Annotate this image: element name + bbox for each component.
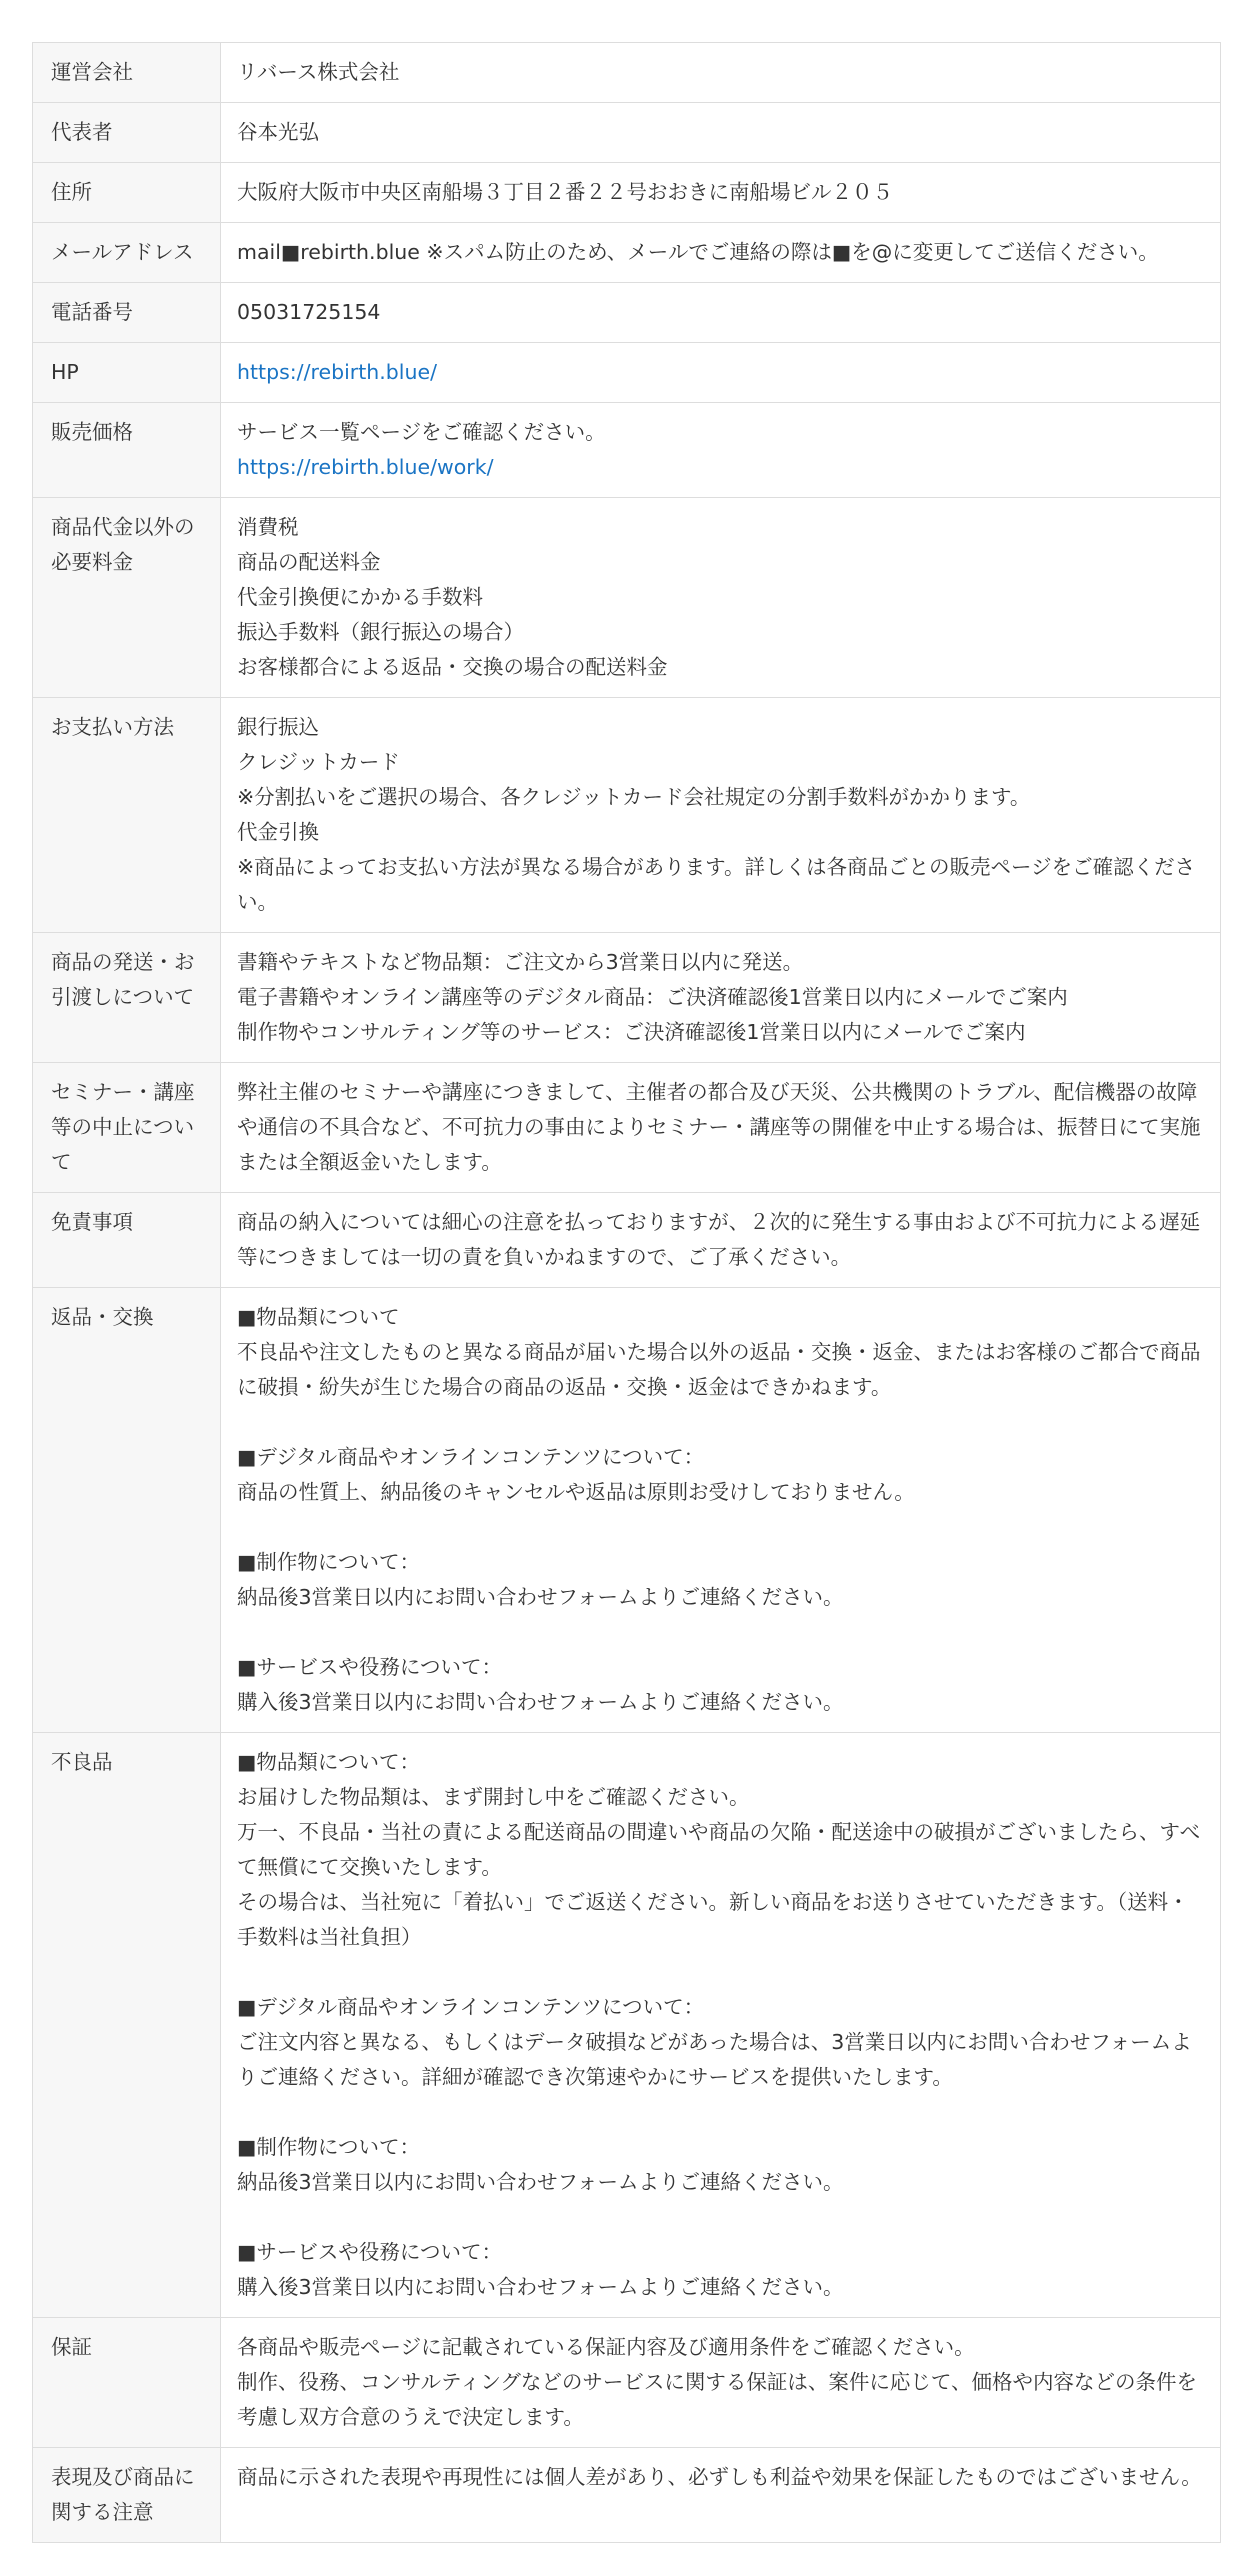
row-value-seminar-cancel	[221, 1063, 1221, 1193]
value-line: ■制作物について：	[237, 2135, 420, 2159]
table-row-hp	[33, 343, 1221, 403]
row-value-payment	[221, 698, 1221, 933]
value-line: ご注文内容と異なる、もしくはデータ破損などがあった場合は、3営業日以内にお問い合わせフォームよりご連絡ください。詳細が確認でき次第速やかにサービスを提供いたします。	[237, 2030, 1192, 2089]
value-line: リバース株式会社	[237, 60, 400, 84]
table-row-seminar-cancel	[33, 1063, 1221, 1193]
value-line: 谷本光弘	[237, 120, 319, 144]
value-line: 電子書籍やオンライン講座等のデジタル商品：ご決済確認後1営業日以内にメールでご案内	[237, 985, 1068, 1009]
table-row-payment	[33, 698, 1221, 933]
value-line: 納品後3営業日以内にお問い合わせフォームよりご連絡ください。	[237, 1585, 844, 1609]
table-row-address	[33, 163, 1221, 223]
row-value-hp	[221, 343, 1221, 403]
row-label-address: 住所	[33, 163, 221, 223]
row-label-hp: HP	[33, 343, 221, 403]
row-value-extra-fees	[221, 498, 1221, 698]
row-value-address	[221, 163, 1221, 223]
value-line: 商品に示された表現や再現性には個人差があり、必ずしも利益や効果を保証したものではございません。	[237, 2465, 1202, 2489]
value-line: 代金引換便にかかる手数料	[237, 585, 483, 609]
value-line: 制作物やコンサルティング等のサービス：ご決済確認後1営業日以内にメールでご案内	[237, 1020, 1026, 1044]
row-value-warranty	[221, 2318, 1221, 2448]
table-row-representative	[33, 103, 1221, 163]
value-line: ※分割払いをご選択の場合、各クレジットカード会社規定の分割手数料がかかります。	[237, 785, 1031, 809]
row-label-price: 販売価格	[33, 403, 221, 498]
row-value-phone	[221, 283, 1221, 343]
link-price[interactable]: https://rebirth.blue/work/	[237, 455, 494, 479]
blank-line	[237, 1955, 1204, 1990]
table-row-email	[33, 223, 1221, 283]
row-value-disclaimer	[221, 1193, 1221, 1288]
value-line: サービス一覧ページをご確認ください。	[237, 420, 606, 444]
value-line: 商品の性質上、納品後のキャンセルや返品は原則お受けしておりません。	[237, 1480, 915, 1504]
blank-line	[237, 2200, 1204, 2235]
link-hp[interactable]: https://rebirth.blue/	[237, 360, 437, 384]
blank-line	[237, 1510, 1204, 1545]
value-line: 消費税	[237, 515, 299, 539]
value-line: 代金引換	[237, 820, 319, 844]
table-row-warranty	[33, 2318, 1221, 2448]
value-line: ■物品類について	[237, 1305, 400, 1329]
value-line: 書籍やテキストなど物品類：ご注文から3営業日以内に発送。	[237, 950, 804, 974]
value-line: ■物品類について：	[237, 1750, 420, 1774]
value-line: ■サービスや役務について：	[237, 2240, 502, 2264]
value-line: ■サービスや役務について：	[237, 1655, 502, 1679]
value-line: 各商品や販売ページに記載されている保証内容及び適用条件をご確認ください。	[237, 2335, 975, 2359]
value-line: 弊社主催のセミナーや講座につきまして、主催者の都合及び天災、公共機関のトラブル、配信機器の故障や通信の不具合など、不可抗力の事由によりセミナー・講座等の開催を中止する場合は、振替日にて実施または全額返金いたします。	[237, 1080, 1201, 1174]
value-line: 制作、役務、コンサルティングなどのサービスに関する保証は、案件に応じて、価格や内容などの条件を考慮し双方合意のうえで決定します。	[237, 2370, 1198, 2429]
row-label-disclaimer: 免責事項	[33, 1193, 221, 1288]
row-value-defects	[221, 1733, 1221, 2318]
blank-line	[237, 1405, 1204, 1440]
row-label-payment: お支払い方法	[33, 698, 221, 933]
row-label-company: 運営会社	[33, 43, 221, 103]
table-row-extra-fees	[33, 498, 1221, 698]
value-line: 05031725154	[237, 300, 381, 324]
value-line: ■デジタル商品やオンラインコンテンツについて：	[237, 1995, 705, 2019]
value-line: お客様都合による返品・交換の場合の配送料金	[237, 655, 668, 679]
blank-line	[237, 2095, 1204, 2130]
row-value-company	[221, 43, 1221, 103]
commerce-law-table	[32, 42, 1221, 2543]
row-label-phone: 電話番号	[33, 283, 221, 343]
row-value-returns	[221, 1288, 1221, 1733]
row-label-email: メールアドレス	[33, 223, 221, 283]
table-row-price	[33, 403, 1221, 498]
table-row-delivery	[33, 933, 1221, 1063]
value-line: ※商品によってお支払い方法が異なる場合があります。詳しくは各商品ごとの販売ページをご確認ください。	[237, 855, 1196, 914]
table-row-expression-notes	[33, 2448, 1221, 2543]
value-line: お届けした物品類は、まず開封し中をご確認ください。	[237, 1785, 750, 1809]
row-label-seminar-cancel: セミナー・講座等の中止について	[33, 1063, 221, 1193]
value-line: ■制作物について：	[237, 1550, 420, 1574]
value-line: ■デジタル商品やオンラインコンテンツについて：	[237, 1445, 705, 1469]
row-label-delivery: 商品の発送・お引渡しについて	[33, 933, 221, 1063]
table-row-defects	[33, 1733, 1221, 2318]
value-line: 不良品や注文したものと異なる商品が届いた場合以外の返品・交換・返金、またはお客様のご都合で商品に破損・紛失が生じた場合の商品の返品・交換・返金はできかねます。	[237, 1340, 1201, 1399]
blank-line	[237, 1615, 1204, 1650]
row-label-extra-fees: 商品代金以外の必要料金	[33, 498, 221, 698]
table-row-disclaimer	[33, 1193, 1221, 1288]
value-line: 納品後3営業日以内にお問い合わせフォームよりご連絡ください。	[237, 2170, 844, 2194]
row-value-representative	[221, 103, 1221, 163]
row-value-price	[221, 403, 1221, 498]
value-line: 商品の配送料金	[237, 550, 381, 574]
row-label-warranty: 保証	[33, 2318, 221, 2448]
row-label-expression-notes: 表現及び商品に関する注意	[33, 2448, 221, 2543]
value-line: 購入後3営業日以内にお問い合わせフォームよりご連絡ください。	[237, 1690, 844, 1714]
table-row-company	[33, 43, 1221, 103]
table-body	[33, 43, 1221, 2543]
row-value-email	[221, 223, 1221, 283]
row-label-representative: 代表者	[33, 103, 221, 163]
row-value-expression-notes	[221, 2448, 1221, 2543]
value-line: 購入後3営業日以内にお問い合わせフォームよりご連絡ください。	[237, 2275, 844, 2299]
table-row-phone	[33, 283, 1221, 343]
value-line: 商品の納入については細心の注意を払っておりますが、２次的に発生する事由および不可抗力による遅延等につきましては一切の責を負いかねますので、ご了承ください。	[237, 1210, 1201, 1269]
table-row-returns	[33, 1288, 1221, 1733]
value-line: その場合は、当社宛に「着払い」でご返送ください。新しい商品をお送りさせていただきます。（送料・手数料は当社負担）	[237, 1890, 1189, 1949]
value-line: クレジットカード	[237, 750, 400, 774]
row-label-defects: 不良品	[33, 1733, 221, 2318]
value-line: mail■rebirth.blue ※スパム防止のため、メールでご連絡の際は■を@に変更してご送信ください。	[237, 240, 1159, 264]
value-line: 銀行振込	[237, 715, 319, 739]
value-line: 万一、不良品・当社の責による配送商品の間違いや商品の欠陥・配送途中の破損がございましたら、すべて無償にて交換いたします。	[237, 1820, 1201, 1879]
value-line: 大阪府大阪市中央区南船場３丁目２番２２号おおきに南船場ビル２０５	[237, 180, 893, 204]
row-label-returns: 返品・交換	[33, 1288, 221, 1733]
value-line: 振込手数料（銀行振込の場合）	[237, 620, 524, 644]
row-value-delivery	[221, 933, 1221, 1063]
